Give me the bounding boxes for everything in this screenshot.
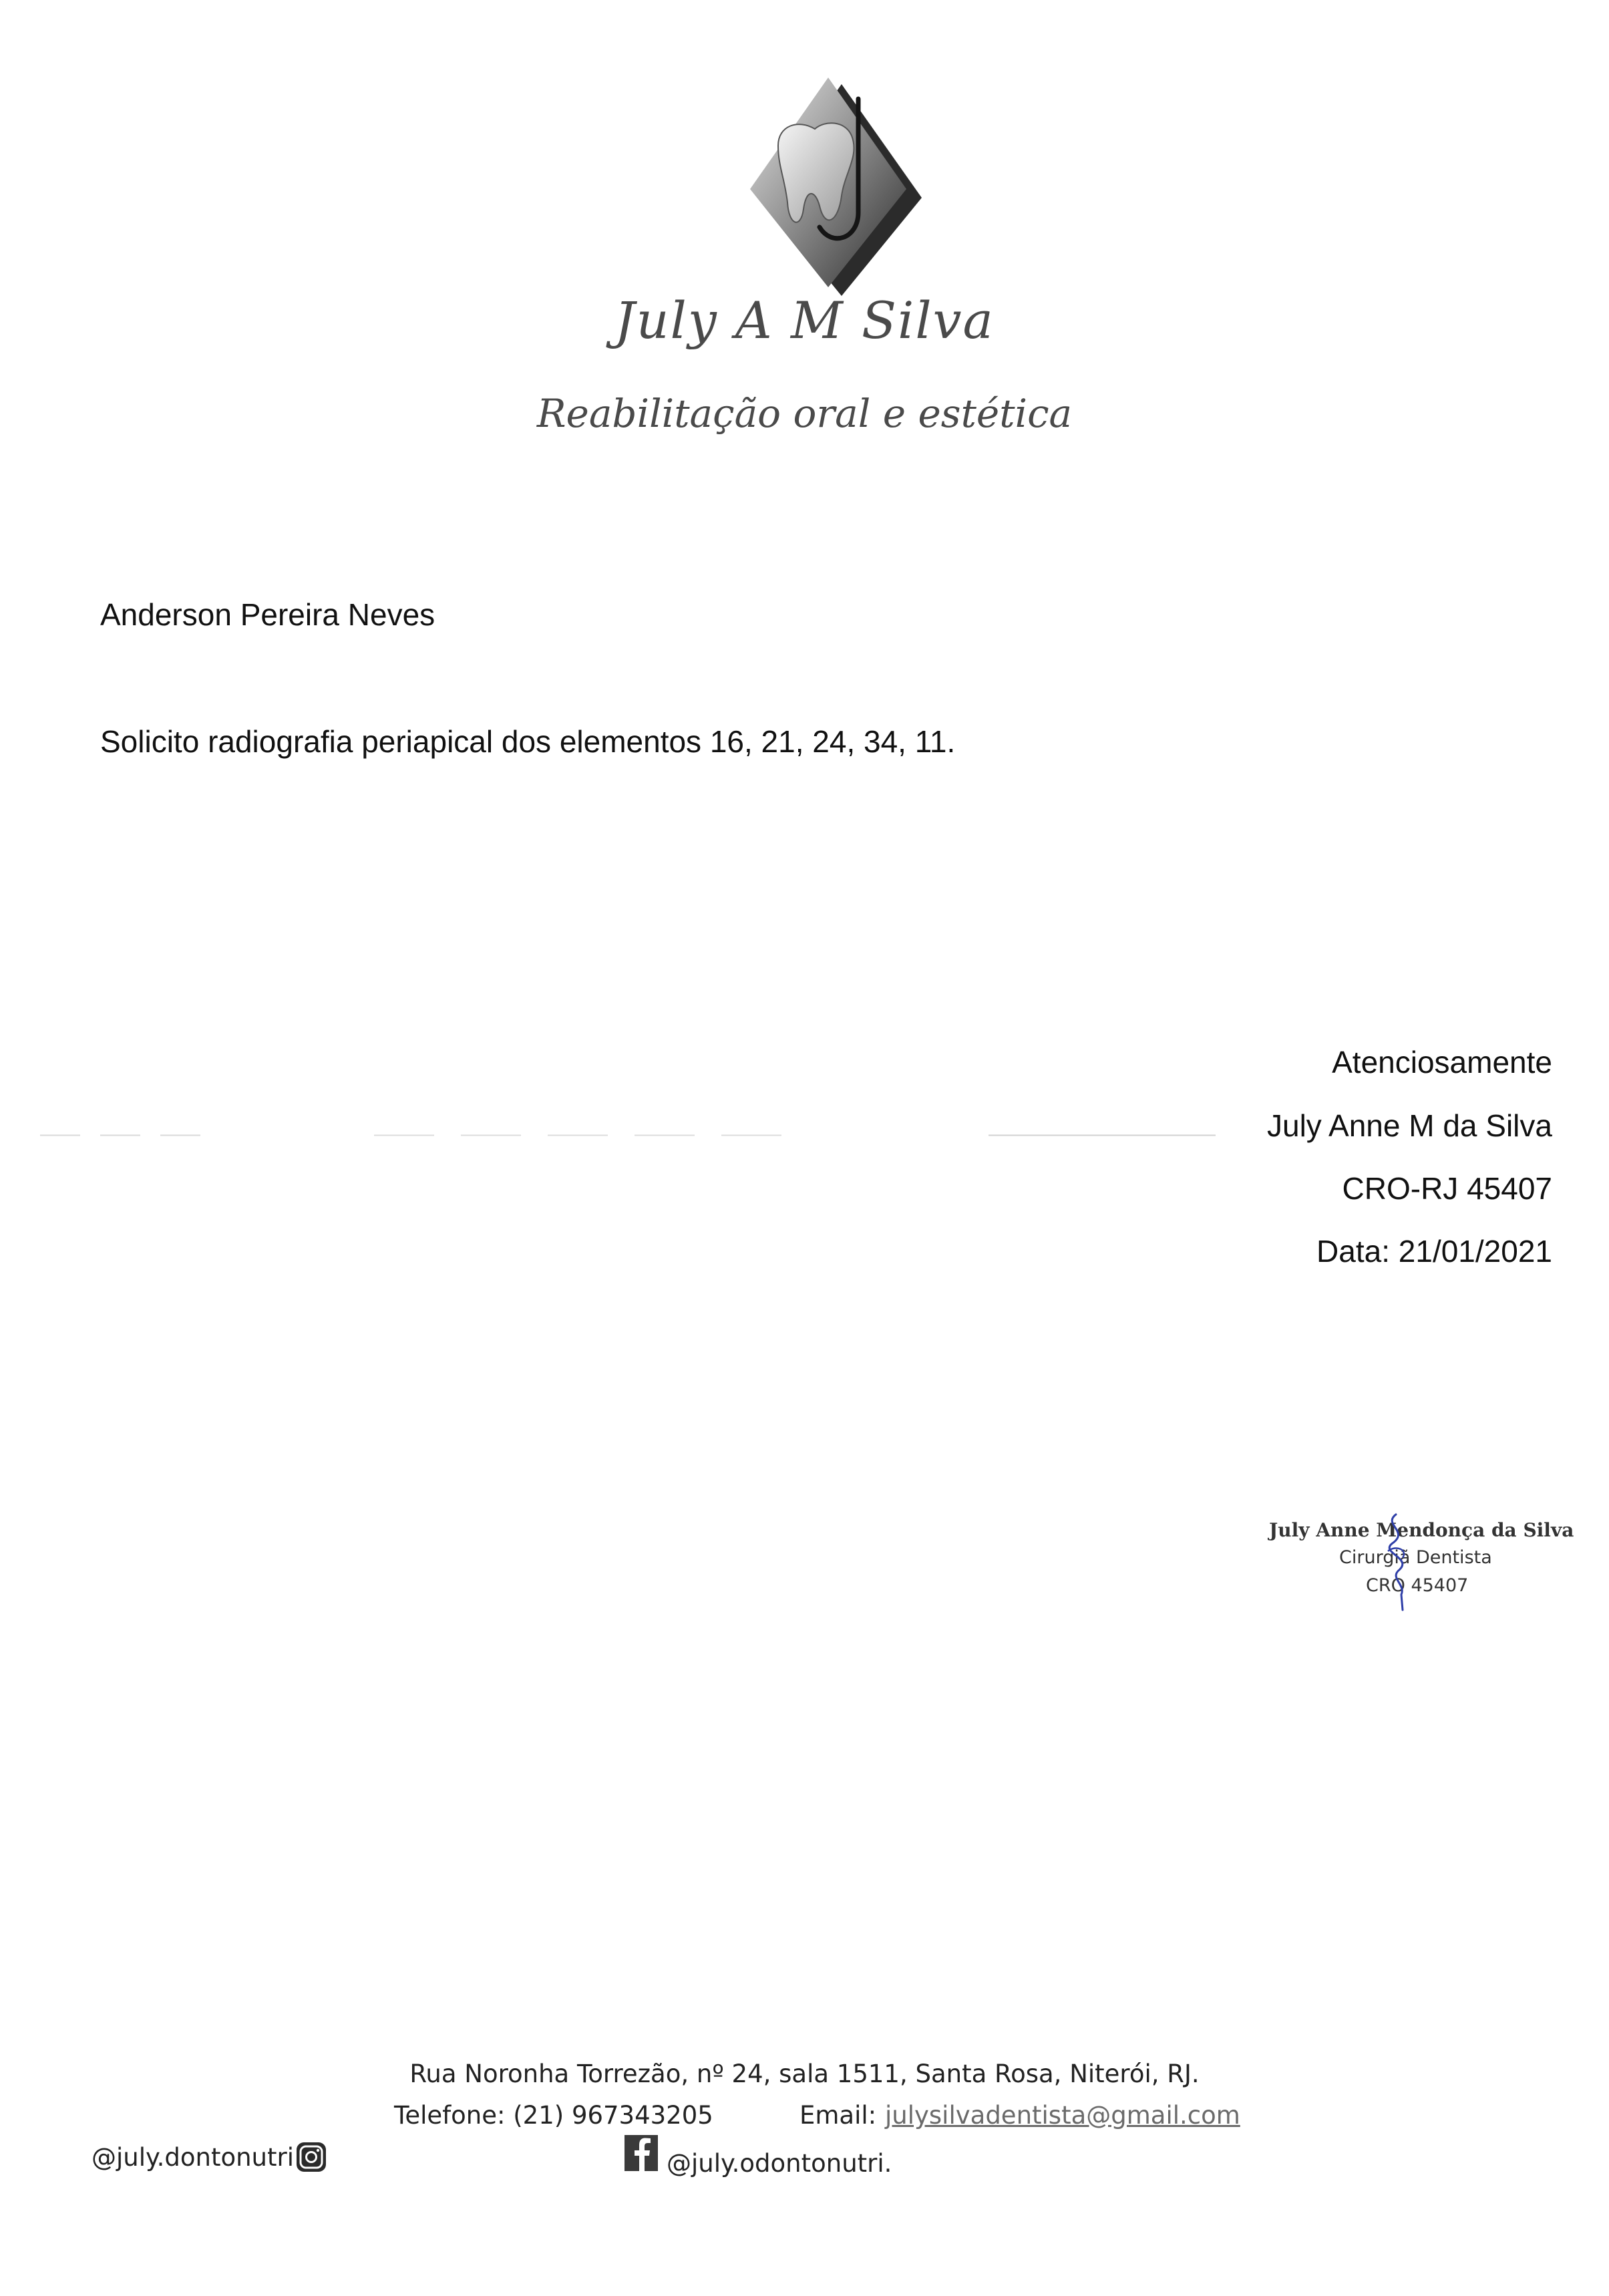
facebook-handle: @july.odontonutri.	[667, 2149, 892, 2178]
scan-fold-line	[0, 1128, 1216, 1130]
brand-name: July A M Silva	[614, 291, 995, 350]
instagram-handle: @july.dontonutri	[92, 2143, 295, 2172]
tooth-diamond-logo-icon	[731, 72, 925, 306]
footer-email-link[interactable]: julysilvadentista@gmail.com	[885, 2101, 1240, 2130]
instagram-icon	[295, 2140, 328, 2174]
stamp-cro: CRO 45407	[1366, 1575, 1469, 1596]
handwritten-signature	[1376, 1511, 1423, 1611]
closing-text: Atenciosamente	[1332, 1045, 1552, 1080]
footer-address: Rua Noronha Torrezão, nº 24, sala 1511, Santa Rosa, Niterói, RJ.	[409, 2060, 1200, 2088]
letter-date: Data: 21/01/2021	[1316, 1234, 1552, 1269]
stamp-name: July Anne Mendonça da Silva	[1269, 1519, 1574, 1541]
stamp-role: Cirurgiã Dentista	[1339, 1547, 1492, 1568]
cro-registration: CRO-RJ 45407	[1342, 1171, 1552, 1206]
patient-name: Anderson Pereira Neves	[100, 597, 435, 632]
request-text: Solicito radiografia periapical dos elementos 16, 21, 24, 34, 11.	[100, 724, 956, 759]
footer-phone: Telefone: (21) 967343205	[394, 2101, 713, 2130]
footer-email-label: Email:	[799, 2101, 877, 2130]
facebook-icon	[624, 2135, 658, 2171]
brand-tagline: Reabilitação oral e estética	[536, 391, 1073, 436]
signer-name: July Anne M da Silva	[1266, 1108, 1552, 1143]
